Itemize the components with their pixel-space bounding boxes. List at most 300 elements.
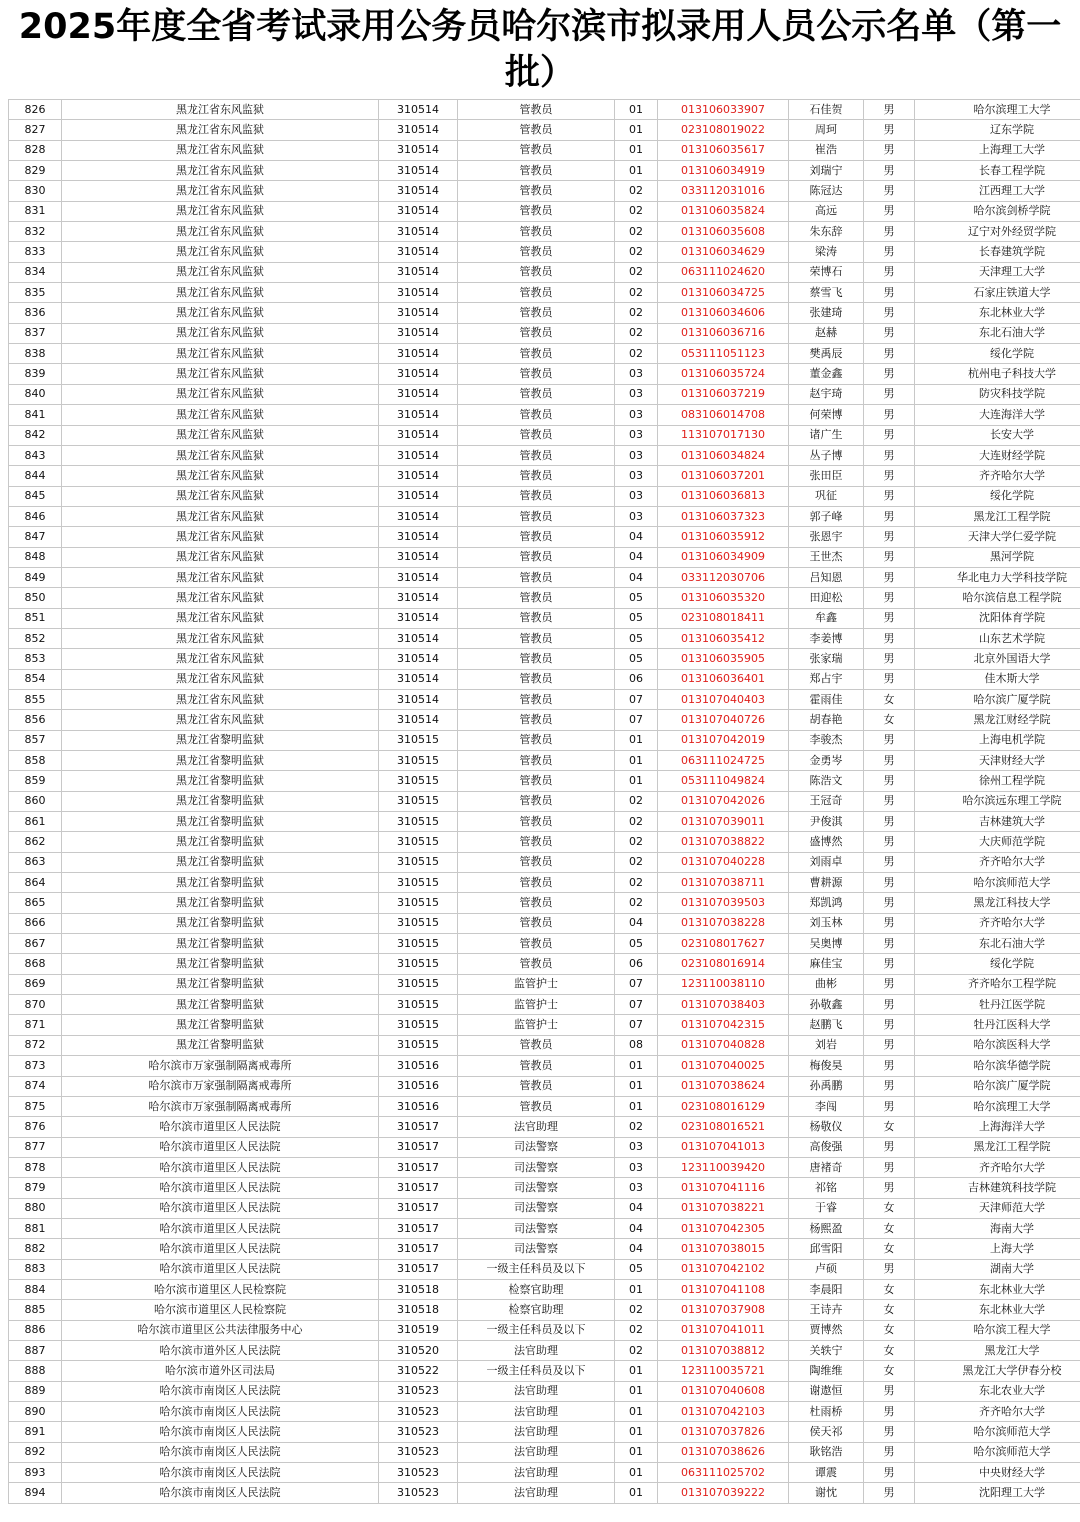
position-seq-cell: 08	[615, 1035, 658, 1055]
exam-id-cell: 013107041108	[658, 1279, 789, 1299]
position-seq-cell: 02	[615, 832, 658, 852]
position-seq-cell: 03	[615, 1137, 658, 1157]
gender-cell: 女	[864, 1218, 915, 1238]
row-number-cell: 874	[9, 1076, 62, 1096]
table-row	[9, 1157, 1080, 1177]
position-title-cell: 法官助理	[458, 1463, 615, 1483]
exam-id-cell: 013106035617	[658, 140, 789, 160]
row-number-cell: 870	[9, 995, 62, 1015]
school-cell: 黑龙江大学	[915, 1340, 1080, 1360]
table-row	[9, 384, 1080, 404]
position-title-cell: 司法警察	[458, 1239, 615, 1259]
exam-id-cell: 023108017627	[658, 934, 789, 954]
position-code-cell: 310519	[379, 1320, 458, 1340]
exam-id-cell: 013107038228	[658, 913, 789, 933]
row-number-cell: 866	[9, 913, 62, 933]
position-seq-cell: 01	[615, 120, 658, 140]
exam-id-cell: 023108019022	[658, 120, 789, 140]
exam-id-cell: 013107041013	[658, 1137, 789, 1157]
row-number-cell: 854	[9, 669, 62, 689]
gender-cell: 男	[864, 1076, 915, 1096]
position-title-cell: 法官助理	[458, 1422, 615, 1442]
school-cell: 黑龙江财经学院	[915, 710, 1080, 730]
candidate-name-cell: 张家瑞	[789, 649, 864, 669]
employer-cell: 哈尔滨市道里区人民法院	[62, 1117, 379, 1137]
position-code-cell: 310514	[379, 710, 458, 730]
school-cell: 哈尔滨信息工程学院	[915, 588, 1080, 608]
exam-id-cell: 013107038403	[658, 995, 789, 1015]
school-cell: 大连海洋大学	[915, 405, 1080, 425]
row-number-cell: 841	[9, 405, 62, 425]
position-title-cell: 管教员	[458, 710, 615, 730]
position-code-cell: 310514	[379, 161, 458, 181]
table-row	[9, 242, 1080, 262]
employer-cell: 哈尔滨市南岗区人民法院	[62, 1381, 379, 1401]
position-code-cell: 310515	[379, 852, 458, 872]
gender-cell: 男	[864, 608, 915, 628]
exam-id-cell: 013107040726	[658, 710, 789, 730]
position-seq-cell: 06	[615, 669, 658, 689]
employer-cell: 黑龙江省黎明监狱	[62, 791, 379, 811]
employer-cell: 黑龙江省黎明监狱	[62, 913, 379, 933]
position-code-cell: 310514	[379, 527, 458, 547]
candidate-name-cell: 诸广生	[789, 425, 864, 445]
row-number-cell: 893	[9, 1463, 62, 1483]
position-code-cell: 310514	[379, 649, 458, 669]
gender-cell: 男	[864, 364, 915, 384]
row-number-cell: 887	[9, 1340, 62, 1360]
position-title-cell: 法官助理	[458, 1483, 615, 1503]
school-cell: 黑龙江科技大学	[915, 893, 1080, 913]
employer-cell: 黑龙江省东风监狱	[62, 649, 379, 669]
candidate-name-cell: 郑占宇	[789, 669, 864, 689]
position-code-cell: 310514	[379, 181, 458, 201]
gender-cell: 男	[864, 649, 915, 669]
row-number-cell: 850	[9, 588, 62, 608]
gender-cell: 男	[864, 527, 915, 547]
school-cell: 上海理工大学	[915, 140, 1080, 160]
roster-table	[8, 99, 1080, 1504]
position-title-cell: 法官助理	[458, 1340, 615, 1360]
exam-id-cell: 013106035724	[658, 364, 789, 384]
position-code-cell: 310514	[379, 222, 458, 242]
row-number-cell: 886	[9, 1320, 62, 1340]
row-number-cell: 888	[9, 1361, 62, 1381]
candidate-name-cell: 王冠奇	[789, 791, 864, 811]
position-title-cell: 检察官助理	[458, 1279, 615, 1299]
row-number-cell: 851	[9, 608, 62, 628]
table-row	[9, 934, 1080, 954]
position-title-cell: 管教员	[458, 323, 615, 343]
row-number-cell: 863	[9, 852, 62, 872]
gender-cell: 男	[864, 954, 915, 974]
employer-cell: 哈尔滨市道里区人民法院	[62, 1198, 379, 1218]
roster-table-body	[9, 100, 1080, 1504]
exam-id-cell: 013106035824	[658, 201, 789, 221]
position-seq-cell: 03	[615, 1178, 658, 1198]
gender-cell: 男	[864, 1157, 915, 1177]
position-seq-cell: 05	[615, 588, 658, 608]
row-number-cell: 842	[9, 425, 62, 445]
candidate-name-cell: 陈浩文	[789, 771, 864, 791]
exam-id-cell: 013106035912	[658, 527, 789, 547]
gender-cell: 男	[864, 1259, 915, 1279]
employer-cell: 黑龙江省东风监狱	[62, 506, 379, 526]
employer-cell: 黑龙江省东风监狱	[62, 669, 379, 689]
position-seq-cell: 02	[615, 323, 658, 343]
position-code-cell: 310520	[379, 1340, 458, 1360]
position-code-cell: 310514	[379, 364, 458, 384]
gender-cell: 男	[864, 628, 915, 648]
gender-cell: 男	[864, 751, 915, 771]
table-row	[9, 1178, 1080, 1198]
employer-cell: 黑龙江省东风监狱	[62, 588, 379, 608]
row-number-cell: 832	[9, 222, 62, 242]
exam-id-cell: 013106036716	[658, 323, 789, 343]
employer-cell: 黑龙江省东风监狱	[62, 567, 379, 587]
table-row	[9, 1463, 1080, 1483]
row-number-cell: 868	[9, 954, 62, 974]
table-row	[9, 1239, 1080, 1259]
position-code-cell: 310515	[379, 1035, 458, 1055]
gender-cell: 男	[864, 547, 915, 567]
position-code-cell: 310516	[379, 1096, 458, 1116]
gender-cell: 男	[864, 1402, 915, 1422]
school-cell: 江西理工大学	[915, 181, 1080, 201]
row-number-cell: 860	[9, 791, 62, 811]
exam-id-cell: 123110039420	[658, 1157, 789, 1177]
school-cell: 防灾科技学院	[915, 384, 1080, 404]
position-title-cell: 法官助理	[458, 1402, 615, 1422]
position-code-cell: 310514	[379, 588, 458, 608]
school-cell: 天津师范大学	[915, 1198, 1080, 1218]
position-seq-cell: 07	[615, 974, 658, 994]
position-seq-cell: 01	[615, 1361, 658, 1381]
employer-cell: 哈尔滨市道里区人民法院	[62, 1137, 379, 1157]
position-title-cell: 司法警察	[458, 1157, 615, 1177]
exam-id-cell: 033112031016	[658, 181, 789, 201]
row-number-cell: 861	[9, 812, 62, 832]
table-row	[9, 445, 1080, 465]
position-title-cell: 管教员	[458, 873, 615, 893]
row-number-cell: 858	[9, 751, 62, 771]
employer-cell: 黑龙江省东风监狱	[62, 689, 379, 709]
candidate-name-cell: 李闯	[789, 1096, 864, 1116]
row-number-cell: 839	[9, 364, 62, 384]
position-seq-cell: 02	[615, 873, 658, 893]
position-title-cell: 法官助理	[458, 1117, 615, 1137]
position-code-cell: 310523	[379, 1422, 458, 1442]
position-title-cell: 管教员	[458, 567, 615, 587]
employer-cell: 哈尔滨市道里区人民法院	[62, 1178, 379, 1198]
position-title-cell: 管教员	[458, 405, 615, 425]
position-seq-cell: 01	[615, 100, 658, 120]
gender-cell: 男	[864, 1422, 915, 1442]
exam-id-cell: 123110035721	[658, 1361, 789, 1381]
position-title-cell: 管教员	[458, 222, 615, 242]
position-code-cell: 310514	[379, 466, 458, 486]
exam-id-cell: 013107040025	[658, 1056, 789, 1076]
school-cell: 海南大学	[915, 1218, 1080, 1238]
school-cell: 辽宁对外经贸学院	[915, 222, 1080, 242]
employer-cell: 黑龙江省东风监狱	[62, 140, 379, 160]
row-number-cell: 826	[9, 100, 62, 120]
position-code-cell: 310515	[379, 974, 458, 994]
candidate-name-cell: 于睿	[789, 1198, 864, 1218]
table-row	[9, 344, 1080, 364]
position-seq-cell: 07	[615, 1015, 658, 1035]
candidate-name-cell: 周珂	[789, 120, 864, 140]
position-code-cell: 310517	[379, 1178, 458, 1198]
gender-cell: 男	[864, 893, 915, 913]
position-title-cell: 管教员	[458, 344, 615, 364]
employer-cell: 哈尔滨市道里区人民法院	[62, 1239, 379, 1259]
school-cell: 哈尔滨剑桥学院	[915, 201, 1080, 221]
school-cell: 天津大学仁爱学院	[915, 527, 1080, 547]
position-title-cell: 司法警察	[458, 1178, 615, 1198]
table-row	[9, 1340, 1080, 1360]
candidate-name-cell: 郭子峰	[789, 506, 864, 526]
page-title: 2025年度全省考试录用公务员哈尔滨市拟录用人员公示名单（第一批）	[18, 7, 1062, 93]
position-seq-cell: 03	[615, 445, 658, 465]
table-row	[9, 323, 1080, 343]
position-title-cell: 监管护士	[458, 1015, 615, 1035]
candidate-name-cell: 董金鑫	[789, 364, 864, 384]
table-row	[9, 873, 1080, 893]
candidate-name-cell: 张田臣	[789, 466, 864, 486]
school-cell: 长春建筑学院	[915, 242, 1080, 262]
position-title-cell: 管教员	[458, 628, 615, 648]
school-cell: 齐齐哈尔工程学院	[915, 974, 1080, 994]
position-seq-cell: 06	[615, 954, 658, 974]
table-row	[9, 283, 1080, 303]
table-row	[9, 852, 1080, 872]
exam-id-cell: 013107042315	[658, 1015, 789, 1035]
employer-cell: 黑龙江省东风监狱	[62, 344, 379, 364]
employer-cell: 黑龙江省东风监狱	[62, 303, 379, 323]
employer-cell: 黑龙江省东风监狱	[62, 527, 379, 547]
row-number-cell: 835	[9, 283, 62, 303]
gender-cell: 女	[864, 1320, 915, 1340]
school-cell: 哈尔滨师范大学	[915, 1442, 1080, 1462]
employer-cell: 哈尔滨市万家强制隔离戒毒所	[62, 1056, 379, 1076]
employer-cell: 黑龙江省东风监狱	[62, 364, 379, 384]
table-row	[9, 1076, 1080, 1096]
school-cell: 东北农业大学	[915, 1381, 1080, 1401]
position-seq-cell: 03	[615, 405, 658, 425]
position-code-cell: 310523	[379, 1442, 458, 1462]
position-seq-cell: 03	[615, 1157, 658, 1177]
exam-id-cell: 053111051123	[658, 344, 789, 364]
position-code-cell: 310515	[379, 893, 458, 913]
exam-id-cell: 013107041116	[658, 1178, 789, 1198]
position-title-cell: 检察官助理	[458, 1300, 615, 1320]
gender-cell: 女	[864, 1361, 915, 1381]
candidate-name-cell: 王世杰	[789, 547, 864, 567]
row-number-cell: 848	[9, 547, 62, 567]
exam-id-cell: 013107039503	[658, 893, 789, 913]
position-seq-cell: 02	[615, 344, 658, 364]
school-cell: 北京外国语大学	[915, 649, 1080, 669]
gender-cell: 男	[864, 1056, 915, 1076]
row-number-cell: 878	[9, 1157, 62, 1177]
exam-id-cell: 013106037323	[658, 506, 789, 526]
employer-cell: 黑龙江省东风监狱	[62, 242, 379, 262]
table-row	[9, 547, 1080, 567]
gender-cell: 女	[864, 710, 915, 730]
row-number-cell: 880	[9, 1198, 62, 1218]
row-number-cell: 830	[9, 181, 62, 201]
row-number-cell: 876	[9, 1117, 62, 1137]
row-number-cell: 894	[9, 1483, 62, 1503]
employer-cell: 哈尔滨市道里区人民检察院	[62, 1279, 379, 1299]
employer-cell: 哈尔滨市南岗区人民法院	[62, 1402, 379, 1422]
gender-cell: 男	[864, 466, 915, 486]
exam-id-cell: 013106036813	[658, 486, 789, 506]
position-seq-cell: 01	[615, 1463, 658, 1483]
position-title-cell: 管教员	[458, 751, 615, 771]
candidate-name-cell: 高远	[789, 201, 864, 221]
table-row	[9, 486, 1080, 506]
position-code-cell: 310514	[379, 201, 458, 221]
exam-id-cell: 013107038624	[658, 1076, 789, 1096]
table-row	[9, 1402, 1080, 1422]
row-number-cell: 862	[9, 832, 62, 852]
position-code-cell: 310514	[379, 547, 458, 567]
position-title-cell: 管教员	[458, 384, 615, 404]
position-title-cell: 管教员	[458, 120, 615, 140]
position-seq-cell: 02	[615, 791, 658, 811]
exam-id-cell: 013106034606	[658, 303, 789, 323]
employer-cell: 黑龙江省黎明监狱	[62, 832, 379, 852]
candidate-name-cell: 贾博然	[789, 1320, 864, 1340]
candidate-name-cell: 王诗卉	[789, 1300, 864, 1320]
row-number-cell: 836	[9, 303, 62, 323]
candidate-name-cell: 杜雨桥	[789, 1402, 864, 1422]
exam-id-cell: 013107041011	[658, 1320, 789, 1340]
gender-cell: 男	[864, 852, 915, 872]
school-cell: 黑龙江大学伊春分校	[915, 1361, 1080, 1381]
position-code-cell: 310517	[379, 1137, 458, 1157]
candidate-name-cell: 金勇岑	[789, 751, 864, 771]
position-code-cell: 310514	[379, 303, 458, 323]
position-code-cell: 310518	[379, 1300, 458, 1320]
row-number-cell: 857	[9, 730, 62, 750]
row-number-cell: 872	[9, 1035, 62, 1055]
school-cell: 哈尔滨广厦学院	[915, 1076, 1080, 1096]
position-seq-cell: 02	[615, 181, 658, 201]
position-seq-cell: 04	[615, 527, 658, 547]
candidate-name-cell: 尹俊淇	[789, 812, 864, 832]
row-number-cell: 843	[9, 445, 62, 465]
position-code-cell: 310517	[379, 1259, 458, 1279]
exam-id-cell: 053111049824	[658, 771, 789, 791]
position-title-cell: 管教员	[458, 1096, 615, 1116]
school-cell: 天津财经大学	[915, 751, 1080, 771]
position-title-cell: 监管护士	[458, 974, 615, 994]
position-seq-cell: 01	[615, 1096, 658, 1116]
candidate-name-cell: 麻佳宝	[789, 954, 864, 974]
table-row	[9, 1117, 1080, 1137]
employer-cell: 哈尔滨市南岗区人民法院	[62, 1442, 379, 1462]
candidate-name-cell: 谢忱	[789, 1483, 864, 1503]
position-code-cell: 310515	[379, 730, 458, 750]
row-number-cell: 864	[9, 873, 62, 893]
row-number-cell: 877	[9, 1137, 62, 1157]
school-cell: 东北林业大学	[915, 1300, 1080, 1320]
table-row	[9, 1320, 1080, 1340]
table-row	[9, 710, 1080, 730]
position-title-cell: 管教员	[458, 445, 615, 465]
exam-id-cell: 013107038822	[658, 832, 789, 852]
exam-id-cell: 113107017130	[658, 425, 789, 445]
school-cell: 上海电机学院	[915, 730, 1080, 750]
position-seq-cell: 05	[615, 934, 658, 954]
position-seq-cell: 02	[615, 262, 658, 282]
school-cell: 佳木斯大学	[915, 669, 1080, 689]
candidate-name-cell: 刘岩	[789, 1035, 864, 1055]
candidate-name-cell: 邱雪阳	[789, 1239, 864, 1259]
candidate-name-cell: 杨熙盈	[789, 1218, 864, 1238]
table-row	[9, 588, 1080, 608]
exam-id-cell: 013107039222	[658, 1483, 789, 1503]
candidate-name-cell: 曲彬	[789, 974, 864, 994]
exam-id-cell: 013107038711	[658, 873, 789, 893]
position-code-cell: 310515	[379, 1015, 458, 1035]
gender-cell: 男	[864, 120, 915, 140]
position-code-cell: 310514	[379, 384, 458, 404]
position-code-cell: 310517	[379, 1218, 458, 1238]
employer-cell: 哈尔滨市道外区人民法院	[62, 1340, 379, 1360]
row-number-cell: 883	[9, 1259, 62, 1279]
school-cell: 黑河学院	[915, 547, 1080, 567]
candidate-name-cell: 张恩宇	[789, 527, 864, 547]
table-row	[9, 1361, 1080, 1381]
table-row	[9, 649, 1080, 669]
position-title-cell: 管教员	[458, 913, 615, 933]
school-cell: 齐齐哈尔大学	[915, 852, 1080, 872]
candidate-name-cell: 张建琦	[789, 303, 864, 323]
position-title-cell: 管教员	[458, 201, 615, 221]
row-number-cell: 871	[9, 1015, 62, 1035]
row-number-cell: 852	[9, 628, 62, 648]
exam-id-cell: 063111025702	[658, 1463, 789, 1483]
employer-cell: 黑龙江省黎明监狱	[62, 995, 379, 1015]
row-number-cell: 853	[9, 649, 62, 669]
gender-cell: 男	[864, 384, 915, 404]
candidate-name-cell: 李晨阳	[789, 1279, 864, 1299]
candidate-name-cell: 赵鹏飞	[789, 1015, 864, 1035]
exam-id-cell: 013106035905	[658, 649, 789, 669]
exam-id-cell: 013106034629	[658, 242, 789, 262]
candidate-name-cell: 刘玉林	[789, 913, 864, 933]
candidate-name-cell: 侯天祁	[789, 1422, 864, 1442]
employer-cell: 黑龙江省东风监狱	[62, 384, 379, 404]
school-cell: 吉林建筑科技学院	[915, 1178, 1080, 1198]
row-number-cell: 833	[9, 242, 62, 262]
position-title-cell: 管教员	[458, 791, 615, 811]
gender-cell: 男	[864, 100, 915, 120]
candidate-name-cell: 李姜博	[789, 628, 864, 648]
exam-id-cell: 013106034919	[658, 161, 789, 181]
position-title-cell: 管教员	[458, 100, 615, 120]
row-number-cell: 834	[9, 262, 62, 282]
school-cell: 东北石油大学	[915, 323, 1080, 343]
gender-cell: 男	[864, 669, 915, 689]
row-number-cell: 891	[9, 1422, 62, 1442]
position-seq-cell: 02	[615, 303, 658, 323]
gender-cell: 男	[864, 812, 915, 832]
